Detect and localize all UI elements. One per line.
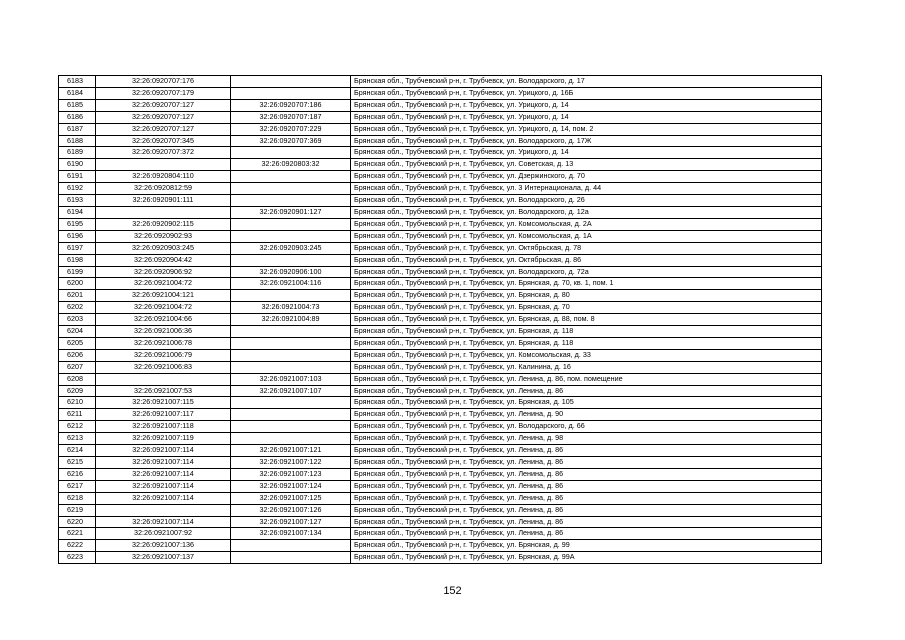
address-cell: Брянская обл., Трубчевский р-н, г. Трубчевск, ул. Урицкого, д. 14	[351, 111, 822, 123]
related-cadastral-number-cell: 32:26:0921007:107	[231, 385, 351, 397]
row-number-cell: 6214	[59, 445, 96, 457]
table-row	[59, 433, 822, 445]
table-row	[59, 468, 822, 480]
cadastral-number-cell: 32:26:0921007:92	[96, 528, 231, 540]
cadastral-number-cell: 32:26:0921004:72	[96, 278, 231, 290]
related-cadastral-number-cell	[231, 76, 351, 88]
cadastral-number-cell: 32:26:0921007:114	[96, 445, 231, 457]
row-number-cell: 6216	[59, 468, 96, 480]
related-cadastral-number-cell: 32:26:0921007:127	[231, 516, 351, 528]
row-number-cell: 6202	[59, 302, 96, 314]
address-cell: Брянская обл., Трубчевский р-н, г. Трубчевск, ул. Ленина, д. 86	[351, 528, 822, 540]
address-cell: Брянская обл., Трубчевский р-н, г. Трубчевск, ул. Комсомольская, д. 1А	[351, 230, 822, 242]
address-cell: Брянская обл., Трубчевский р-н, г. Трубчевск, ул. Ленина, д. 86, пом. помещение	[351, 373, 822, 385]
related-cadastral-number-cell	[231, 171, 351, 183]
related-cadastral-number-cell	[231, 349, 351, 361]
table-row	[59, 290, 822, 302]
related-cadastral-number-cell	[231, 195, 351, 207]
table-row	[59, 183, 822, 195]
address-cell: Брянская обл., Трубчевский р-н, г. Трубчевск, ул. Урицкого, д. 16Б	[351, 87, 822, 99]
address-cell: Брянская обл., Трубчевский р-н, г. Трубчевск, ул. Октябрьская, д. 78	[351, 242, 822, 254]
cadastral-number-cell: 32:26:0920906:92	[96, 266, 231, 278]
page-number: 152	[443, 585, 462, 597]
address-cell: Брянская обл., Трубчевский р-н, г. Трубчевск, ул. Комсомольская, д. 2А	[351, 218, 822, 230]
related-cadastral-number-cell: 32:26:0921007:126	[231, 504, 351, 516]
cadastral-number-cell: 32:26:0921004:121	[96, 290, 231, 302]
address-cell: Брянская обл., Трубчевский р-н, г. Трубчевск, ул. Урицкого, д. 14	[351, 99, 822, 111]
address-cell: Брянская обл., Трубчевский р-н, г. Трубчевск, ул. Ленина, д. 86	[351, 492, 822, 504]
row-number-cell: 6203	[59, 314, 96, 326]
row-number-cell: 6191	[59, 171, 96, 183]
table-row	[59, 528, 822, 540]
related-cadastral-number-cell	[231, 361, 351, 373]
table-row	[59, 409, 822, 421]
table-row	[59, 397, 822, 409]
row-number-cell: 6218	[59, 492, 96, 504]
address-cell: Брянская обл., Трубчевский р-н, г. Трубчевск, ул. Володарского, д. 66	[351, 421, 822, 433]
related-cadastral-number-cell: 32:26:0920906:100	[231, 266, 351, 278]
row-number-cell: 6200	[59, 278, 96, 290]
related-cadastral-number-cell	[231, 540, 351, 552]
table-row	[59, 111, 822, 123]
related-cadastral-number-cell: 32:26:0921007:103	[231, 373, 351, 385]
cadastral-number-cell: 32:26:0921006:79	[96, 349, 231, 361]
cadastral-number-cell: 32:26:0921007:114	[96, 457, 231, 469]
table-row	[59, 242, 822, 254]
row-number-cell: 6215	[59, 457, 96, 469]
related-cadastral-number-cell: 32:26:0920707:369	[231, 135, 351, 147]
row-number-cell: 6192	[59, 183, 96, 195]
related-cadastral-number-cell	[231, 87, 351, 99]
address-cell: Брянская обл., Трубчевский р-н, г. Трубчевск, ул. Ленина, д. 86	[351, 445, 822, 457]
address-cell: Брянская обл., Трубчевский р-н, г. Трубчевск, ул. Калинина, д. 16	[351, 361, 822, 373]
cadastral-number-cell: 32:26:0920812:59	[96, 183, 231, 195]
related-cadastral-number-cell	[231, 409, 351, 421]
row-number-cell: 6222	[59, 540, 96, 552]
table-row	[59, 159, 822, 171]
address-cell: Брянская обл., Трубчевский р-н, г. Трубчевск, ул. Брянская, д. 80	[351, 290, 822, 302]
address-cell: Брянская обл., Трубчевский р-н, г. Трубчевск, ул. Ленина, д. 86	[351, 468, 822, 480]
row-number-cell: 6196	[59, 230, 96, 242]
table-row	[59, 254, 822, 266]
cadastral-number-cell: 32:26:0920804:110	[96, 171, 231, 183]
row-number-cell: 6220	[59, 516, 96, 528]
cadastral-number-cell: 32:26:0921007:53	[96, 385, 231, 397]
cadastral-number-cell: 32:26:0920707:127	[96, 99, 231, 111]
cadastral-number-cell: 32:26:0920707:179	[96, 87, 231, 99]
row-number-cell: 6198	[59, 254, 96, 266]
registry-table	[58, 75, 822, 564]
table-row	[59, 373, 822, 385]
table-row	[59, 480, 822, 492]
address-cell: Брянская обл., Трубчевский р-н, г. Трубчевск, ул. Володарского, д. 12а	[351, 206, 822, 218]
address-cell: Брянская обл., Трубчевский р-н, г. Трубчевск, ул. Володарского, д. 17Ж	[351, 135, 822, 147]
cadastral-number-cell: 32:26:0921007:114	[96, 492, 231, 504]
address-cell: Брянская обл., Трубчевский р-н, г. Трубчевск, ул. Брянская, д. 105	[351, 397, 822, 409]
row-number-cell: 6210	[59, 397, 96, 409]
row-number-cell: 6207	[59, 361, 96, 373]
table-row	[59, 76, 822, 88]
table-row	[59, 87, 822, 99]
related-cadastral-number-cell: 32:26:0921007:125	[231, 492, 351, 504]
row-number-cell: 6204	[59, 326, 96, 338]
address-cell: Брянская обл., Трубчевский р-н, г. Трубчевск, ул. Ленина, д. 86	[351, 504, 822, 516]
address-cell: Брянская обл., Трубчевский р-н, г. Трубчевск, ул. Ленина, д. 86	[351, 457, 822, 469]
address-cell: Брянская обл., Трубчевский р-н, г. Трубчевск, ул. Брянская, д. 118	[351, 337, 822, 349]
table-row	[59, 135, 822, 147]
related-cadastral-number-cell	[231, 433, 351, 445]
table-row	[59, 326, 822, 338]
related-cadastral-number-cell: 32:26:0920901:127	[231, 206, 351, 218]
row-number-cell: 6189	[59, 147, 96, 159]
table-row	[59, 302, 822, 314]
address-cell: Брянская обл., Трубчевский р-н, г. Трубчевск, ул. Дзержинского, д. 70	[351, 171, 822, 183]
cadastral-number-cell: 32:26:0920707:372	[96, 147, 231, 159]
table-row	[59, 540, 822, 552]
cadastral-number-cell: 32:26:0921007:114	[96, 468, 231, 480]
related-cadastral-number-cell	[231, 218, 351, 230]
related-cadastral-number-cell	[231, 326, 351, 338]
address-cell: Брянская обл., Трубчевский р-н, г. Трубчевск, ул. Урицкого, д. 14, пом. 2	[351, 123, 822, 135]
registry-table-body	[59, 76, 822, 564]
cadastral-number-cell: 32:26:0921007:114	[96, 480, 231, 492]
related-cadastral-number-cell: 32:26:0921004:89	[231, 314, 351, 326]
related-cadastral-number-cell: 32:26:0920707:229	[231, 123, 351, 135]
related-cadastral-number-cell: 32:26:0921007:121	[231, 445, 351, 457]
related-cadastral-number-cell	[231, 397, 351, 409]
row-number-cell: 6199	[59, 266, 96, 278]
row-number-cell: 6194	[59, 206, 96, 218]
cadastral-number-cell: 32:26:0921007:118	[96, 421, 231, 433]
table-row	[59, 314, 822, 326]
address-cell: Брянская обл., Трубчевский р-н, г. Трубчевск, ул. Брянская, д. 70	[351, 302, 822, 314]
related-cadastral-number-cell	[231, 147, 351, 159]
cadastral-number-cell: 32:26:0920902:115	[96, 218, 231, 230]
address-cell: Брянская обл., Трубчевский р-н, г. Трубчевск, ул. Октябрьская, д. 86	[351, 254, 822, 266]
table-row	[59, 123, 822, 135]
table-row	[59, 457, 822, 469]
table-row	[59, 206, 822, 218]
table-row	[59, 361, 822, 373]
related-cadastral-number-cell: 32:26:0920707:187	[231, 111, 351, 123]
cadastral-number-cell: 32:26:0920707:127	[96, 123, 231, 135]
related-cadastral-number-cell: 32:26:0920803:32	[231, 159, 351, 171]
row-number-cell: 6205	[59, 337, 96, 349]
table-row	[59, 504, 822, 516]
row-number-cell: 6212	[59, 421, 96, 433]
table-row	[59, 195, 822, 207]
row-number-cell: 6217	[59, 480, 96, 492]
related-cadastral-number-cell	[231, 421, 351, 433]
table-row	[59, 421, 822, 433]
related-cadastral-number-cell: 32:26:0921007:124	[231, 480, 351, 492]
table-row	[59, 230, 822, 242]
table-row	[59, 516, 822, 528]
cadastral-number-cell: 32:26:0921007:137	[96, 552, 231, 564]
address-cell: Брянская обл., Трубчевский р-н, г. Трубчевск, ул. Ленина, д. 86	[351, 480, 822, 492]
cadastral-number-cell: 32:26:0920903:245	[96, 242, 231, 254]
table-row	[59, 445, 822, 457]
row-number-cell: 6190	[59, 159, 96, 171]
row-number-cell: 6185	[59, 99, 96, 111]
table-row	[59, 99, 822, 111]
related-cadastral-number-cell	[231, 183, 351, 195]
address-cell: Брянская обл., Трубчевский р-н, г. Трубчевск, ул. Ленина, д. 86	[351, 516, 822, 528]
row-number-cell: 6219	[59, 504, 96, 516]
row-number-cell: 6208	[59, 373, 96, 385]
related-cadastral-number-cell	[231, 552, 351, 564]
address-cell: Брянская обл., Трубчевский р-н, г. Трубчевск, ул. Комсомольская, д. 33	[351, 349, 822, 361]
address-cell: Брянская обл., Трубчевский р-н, г. Трубчевск, ул. Брянская, д. 88, пом. 8	[351, 314, 822, 326]
address-cell: Брянская обл., Трубчевский р-н, г. Трубчевск, ул. Брянская, д. 99А	[351, 552, 822, 564]
row-number-cell: 6183	[59, 76, 96, 88]
cadastral-number-cell: 32:26:0920901:111	[96, 195, 231, 207]
related-cadastral-number-cell: 32:26:0920903:245	[231, 242, 351, 254]
address-cell: Брянская обл., Трубчевский р-н, г. Трубчевск, ул. Володарского, д. 17	[351, 76, 822, 88]
related-cadastral-number-cell: 32:26:0921004:116	[231, 278, 351, 290]
row-number-cell: 6188	[59, 135, 96, 147]
row-number-cell: 6211	[59, 409, 96, 421]
address-cell: Брянская обл., Трубчевский р-н, г. Трубчевск, ул. Брянская, д. 99	[351, 540, 822, 552]
address-cell: Брянская обл., Трубчевский р-н, г. Трубчевск, ул. Ленина, д. 98	[351, 433, 822, 445]
related-cadastral-number-cell	[231, 337, 351, 349]
row-number-cell: 6201	[59, 290, 96, 302]
cadastral-number-cell: 32:26:0920707:176	[96, 76, 231, 88]
row-number-cell: 6221	[59, 528, 96, 540]
address-cell: Брянская обл., Трубчевский р-н, г. Трубчевск, ул. Советская, д. 13	[351, 159, 822, 171]
address-cell: Брянская обл., Трубчевский р-н, г. Трубчевск, ул. Володарского, д. 72а	[351, 266, 822, 278]
cadastral-number-cell: 32:26:0921007:136	[96, 540, 231, 552]
related-cadastral-number-cell	[231, 254, 351, 266]
table-row	[59, 218, 822, 230]
address-cell: Брянская обл., Трубчевский р-н, г. Трубчевск, ул. Ленина, д. 86	[351, 385, 822, 397]
cadastral-number-cell: 32:26:0921007:119	[96, 433, 231, 445]
row-number-cell: 6193	[59, 195, 96, 207]
row-number-cell: 6184	[59, 87, 96, 99]
table-row	[59, 385, 822, 397]
address-cell: Брянская обл., Трубчевский р-н, г. Трубчевск, ул. Ленина, д. 90	[351, 409, 822, 421]
related-cadastral-number-cell: 32:26:0921007:123	[231, 468, 351, 480]
address-cell: Брянская обл., Трубчевский р-н, г. Трубчевск, ул. Брянская, д. 118	[351, 326, 822, 338]
table-row	[59, 147, 822, 159]
table-row	[59, 552, 822, 564]
cadastral-number-cell	[96, 504, 231, 516]
cadastral-number-cell: 32:26:0920904:42	[96, 254, 231, 266]
row-number-cell: 6213	[59, 433, 96, 445]
related-cadastral-number-cell: 32:26:0921007:122	[231, 457, 351, 469]
row-number-cell: 6206	[59, 349, 96, 361]
address-cell: Брянская обл., Трубчевский р-н, г. Трубчевск, ул. Володарского, д. 26	[351, 195, 822, 207]
cadastral-number-cell: 32:26:0921007:114	[96, 516, 231, 528]
cadastral-number-cell: 32:26:0921006:36	[96, 326, 231, 338]
row-number-cell: 6195	[59, 218, 96, 230]
table-row	[59, 492, 822, 504]
cadastral-number-cell	[96, 373, 231, 385]
cadastral-number-cell	[96, 206, 231, 218]
cadastral-number-cell: 32:26:0921004:72	[96, 302, 231, 314]
cadastral-number-cell: 32:26:0920902:93	[96, 230, 231, 242]
related-cadastral-number-cell	[231, 290, 351, 302]
table-row	[59, 266, 822, 278]
row-number-cell: 6186	[59, 111, 96, 123]
table-row	[59, 171, 822, 183]
address-cell: Брянская обл., Трубчевский р-н, г. Трубчевск, ул. Брянская, д. 70, кв. 1, пом. 1	[351, 278, 822, 290]
cadastral-number-cell: 32:26:0920707:345	[96, 135, 231, 147]
cadastral-number-cell: 32:26:0921004:66	[96, 314, 231, 326]
row-number-cell: 6209	[59, 385, 96, 397]
related-cadastral-number-cell	[231, 230, 351, 242]
cadastral-number-cell: 32:26:0921006:83	[96, 361, 231, 373]
related-cadastral-number-cell: 32:26:0921007:134	[231, 528, 351, 540]
cadastral-number-cell: 32:26:0921006:78	[96, 337, 231, 349]
table-row	[59, 278, 822, 290]
related-cadastral-number-cell: 32:26:0921004:73	[231, 302, 351, 314]
row-number-cell: 6197	[59, 242, 96, 254]
cadastral-number-cell: 32:26:0921007:115	[96, 397, 231, 409]
address-cell: Брянская обл., Трубчевский р-н, г. Трубчевск, ул. 3 Интернационала, д. 44	[351, 183, 822, 195]
row-number-cell: 6187	[59, 123, 96, 135]
cadastral-number-cell	[96, 159, 231, 171]
table-row	[59, 349, 822, 361]
address-cell: Брянская обл., Трубчевский р-н, г. Трубчевск, ул. Урицкого, д. 14	[351, 147, 822, 159]
row-number-cell: 6223	[59, 552, 96, 564]
table-row	[59, 337, 822, 349]
related-cadastral-number-cell: 32:26:0920707:186	[231, 99, 351, 111]
cadastral-number-cell: 32:26:0921007:117	[96, 409, 231, 421]
cadastral-number-cell: 32:26:0920707:127	[96, 111, 231, 123]
